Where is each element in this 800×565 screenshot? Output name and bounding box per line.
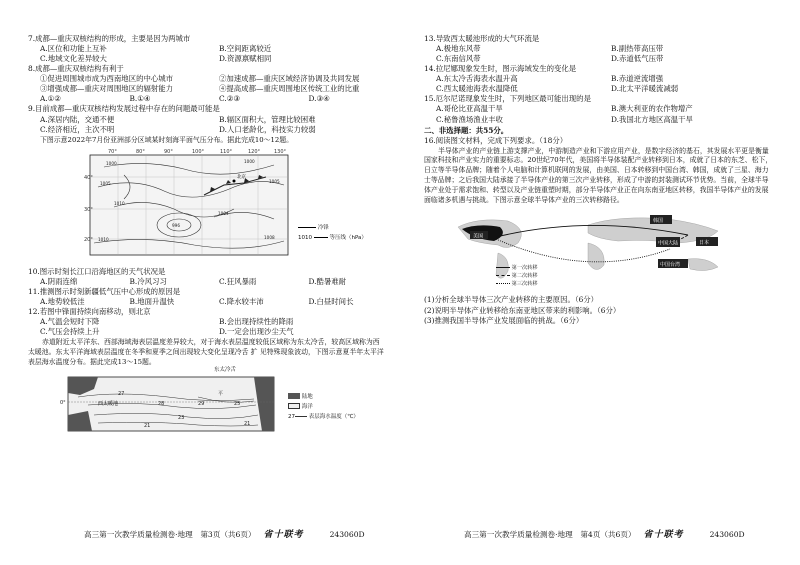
isotherm-symbol [295,416,307,417]
option[interactable]: B.赤道逆流增强 [611,74,664,84]
svg-text:21: 21 [244,420,251,427]
svg-text:1010: 1010 [114,201,125,207]
map-legend [298,225,367,243]
footer-right [464,529,745,541]
lon-labels [108,149,287,155]
legend-second-line [496,275,510,276]
option[interactable]: C.狂风暴雨 [219,277,257,287]
passage-16: 半导体产业的产业链上游支撑产业，中游制造产业和下游应用产业，是数字经济的基石，其发展水平更是衡量国家科技和产业实力的重要标志。20世纪70年代，美国将半导体装配产业转移到日本，成就了日本的东芝、松下，日立等半导体品牌；随着个人电脑和计算机联网的发展，由美国、日本转移到中国台湾、韩国，成就了三星、海力士等品牌；之后我国大陆承接了半导体产业的第三次产业转移，形成了中游的封装测试环节优势。当前，全球半导体产业处于需求饱和、转型以及产业链重塑时期，部分半导体产业正在向东南亚地区转移，我国半导体产业的发展面临诸多机遇与挑战。下图示意全球半导体产业的三次转移路径。 [424,146,773,204]
brand-logo: 省十联考 [263,529,304,540]
question-7-options [28,44,386,64]
question-13: 13.导致西太暖池形成的大气环流是 [424,34,540,43]
brand-logo: 省十联考 [643,529,684,540]
option[interactable]: C.东南信风带 [436,54,481,64]
legend-isotherm: 27 表层海水温度（℃） [288,413,359,420]
svg-text:1005: 1005 [269,179,280,185]
footer-text: 高三第一次教学质量检测卷·地理 第3页（共6页） [84,529,256,539]
svg-text:29: 29 [198,400,205,407]
option[interactable]: B.空间距离较近 [219,44,272,54]
ocean-swatch [288,403,300,409]
city-dot [233,180,236,183]
question-9-options [28,115,386,135]
svg-text:平: 平 [218,390,224,397]
option[interactable]: A.极地东风带 [436,44,481,54]
option[interactable]: C.地域文化差异较大 [40,54,107,64]
svg-text:1008: 1008 [264,235,275,241]
option[interactable]: D.酷暑难耐 [308,277,347,287]
question-12: 12.若图中锋面持续向南移动，则北京 [28,307,151,317]
question-14: 14.拉尼娜现象发生时，图示海域发生的变化是 [424,64,577,74]
section-heading: 二、非选择题：共55分。 [424,125,509,135]
option[interactable]: A.①② [40,94,61,104]
question-11: 11.推测图示时刻新疆低气压中心形成的原因是 [28,287,181,297]
legend-second: 第二次转移 [496,273,538,281]
statement: ②加速成都—重庆区域经济协调及共同发展 [219,74,360,84]
question-8-options [28,94,386,104]
legend-third: 第三次转移 [496,281,538,289]
svg-text:25: 25 [234,400,241,407]
question-16: 16.阅读图文材料，完成下列要求。（18分） [424,135,568,145]
statement: ④提高成都—重庆周围地区传统工业的比重 [219,84,360,94]
svg-text:996: 996 [172,223,180,229]
option[interactable]: B.澳大利亚的农作物增产 [611,104,693,114]
sub-question-2: (2)说明半导体产业转移给东南亚地区带来的利影响。（6分） [424,305,621,315]
city-label: 北京 [237,175,246,181]
cold-tongue-title: 东太冷舌 [214,366,237,373]
option[interactable]: C.气压会持续上升 [40,327,100,337]
option[interactable]: C.②③ [219,94,240,104]
footer-left [84,529,365,541]
svg-text:0°: 0° [60,399,66,406]
pressure-map-figure [84,147,394,265]
option[interactable]: B.副热带高压带 [611,44,664,54]
isobar-symbol [314,237,328,238]
option[interactable]: B.会出现持续性的降雨 [219,317,294,327]
sst-legend [288,393,359,423]
svg-text:70°: 70° [108,149,117,156]
option[interactable]: D.资源禀赋相同 [219,54,272,64]
pressure-map [84,147,294,263]
footer-text: 高三第一次教学质量检测卷·地理 第4页（共6页） [464,529,636,539]
legend-cold-front: 冷锋 [298,225,367,232]
legend-land: 陆地 [288,393,359,403]
option[interactable]: D.人口老龄化，科技实力较弱 [219,124,316,134]
legend-first-line [496,267,510,268]
transfer-legend [496,265,538,288]
legend-ocean: 海洋 [288,403,359,413]
question-10: 10.图示时刻长江口沿海地区的天气状况是 [28,267,166,277]
svg-text:中国大陆: 中国大陆 [658,240,679,247]
svg-text:韩国: 韩国 [653,218,664,225]
svg-text:日本: 日本 [699,240,710,247]
legend-isobar: 1010 等压线（hPa） [298,235,367,242]
option[interactable]: A.地势较低洼 [40,297,85,307]
option[interactable]: A.哥伦比亚高温干旱 [436,104,503,114]
question-8: 8.成都—重庆双核结构有利于 [28,64,124,74]
intro-10-12: 下图示意2022年7月份亚洲部分区域某时刻海平面气压分布。据此完成10～12题。 [40,135,294,144]
legend-first: 第一次转移 [496,265,538,273]
option[interactable]: C.西太暖池海表水温降低 [436,84,518,94]
warm-pool-label: 西太暖池 [98,400,119,407]
svg-text:30°: 30° [84,207,93,214]
question-15: 15.厄尔尼诺现象发生时，下列地区最可能出现的是 [424,94,591,104]
page-4 [400,0,800,565]
svg-text:1010: 1010 [98,237,109,243]
option[interactable]: B.地面升温快 [129,297,175,307]
option[interactable]: C.经济相近，主次不明 [40,124,115,134]
land-swatch [288,393,300,399]
cold-front-symbol [298,227,316,228]
statement: ①促进周围城市成为西南地区的中心城市 [40,74,174,84]
question-8-items [28,74,386,94]
question-13-options [424,44,774,64]
option[interactable]: D.我国北方地区高温干旱 [611,114,693,124]
svg-text:80°: 80° [136,149,145,156]
svg-text:27: 27 [118,390,125,397]
question-12-options [28,317,386,337]
transfer-map [438,209,768,293]
question-15-options [424,104,774,124]
question-7: 7.成都—重庆双核结构的形成，主要是因为两城市 [28,34,191,43]
option[interactable]: D.白昼时间长 [308,297,354,307]
option[interactable]: D.一定会出现沙尘天气 [219,327,294,337]
legend-third-line [496,283,510,284]
svg-text:28: 28 [158,400,165,407]
option[interactable]: B.①④ [129,94,151,104]
sub-question-3: (3)推测我国半导体产业发展面临的挑战。（6分） [424,315,584,325]
question-14-options [424,74,774,94]
question-9: 9.目前成都—重庆双核结构发展过程中存在的问题最可能是 [28,104,220,114]
svg-text:120°: 120° [248,149,261,156]
footer-code: 243060D [709,529,745,539]
sst-map-figure [58,366,388,433]
statement: ③增强成都—重庆对周围地区的辐射能力 [40,84,174,94]
svg-text:100°: 100° [192,149,205,156]
svg-text:130°: 130° [274,149,287,156]
svg-text:23: 23 [178,414,185,421]
svg-text:20°: 20° [84,237,93,244]
option[interactable]: A.东太冷舌海表水温升高 [436,74,518,84]
option[interactable]: B.辐区面积大，管理比较困难 [219,114,316,124]
option[interactable]: A.区位和功能上互补 [40,44,107,54]
svg-text:美国: 美国 [473,233,484,240]
footer-code: 243060D [329,529,365,539]
option[interactable]: C.降水较丰沛 [219,297,264,307]
transfer-map-figure [438,209,768,293]
option[interactable]: A.深居内陆，交通不便 [40,114,115,124]
svg-text:110°: 110° [220,149,233,156]
sub-question-1: (1)分析全球半导体三次产业转移的主要原因。（6分） [424,295,599,305]
svg-text:1000: 1000 [244,159,255,165]
svg-text:90°: 90° [164,149,173,156]
option[interactable]: D.北太平洋暖流减弱 [611,84,679,94]
option[interactable]: A.气温会短时下降 [40,317,100,327]
option[interactable]: B.冷风习习 [129,277,167,287]
option[interactable]: A.阴雨连绵 [40,277,78,287]
svg-text:40°: 40° [84,175,93,182]
option[interactable]: D.③④ [308,94,330,104]
question-10-options [28,277,386,287]
option[interactable]: D.赤道低气压带 [611,54,664,64]
sst-map [58,375,278,435]
svg-text:1000: 1000 [106,161,117,167]
svg-text:21: 21 [144,422,151,429]
passage-13-15: 赤道附近太平洋东、西部海域海表层温度差异较大，对于海水表层温度较低区域称为东太冷舌，较高区域称为西太暖池。东太平洋海域表层温度在冬季和夏季之间出现较大变化呈现冷舌 扩 见特殊现象波动，下图示意夏半年太平洋表层海水温度分布。据此完成13～15题。 [28,338,384,367]
question-11-options [28,297,386,307]
option[interactable]: C.秘鲁渔场渔业丰收 [436,114,503,124]
svg-text:1004: 1004 [218,211,229,217]
arrow-third-transfer [496,239,670,262]
svg-text:中国台湾: 中国台湾 [660,262,681,269]
svg-text:1005: 1005 [100,181,111,187]
